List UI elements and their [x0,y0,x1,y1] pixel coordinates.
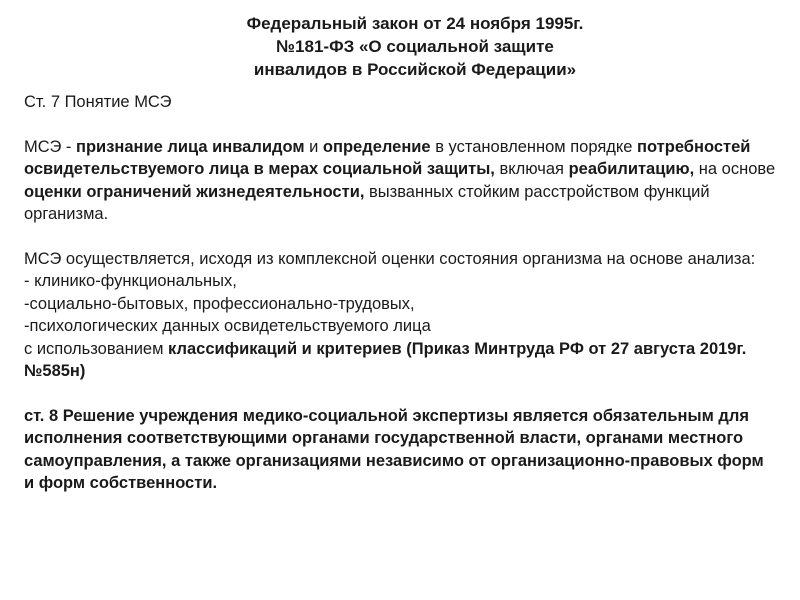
document-title [24,12,776,81]
based-on-phrase: на основе [694,160,776,178]
document-body [24,91,776,495]
spacer [24,226,776,248]
list-item: -психологических данных освидетельствуемого лица [24,317,431,335]
title-line-1: Федеральный закон от 24 ноября 1995г. [246,14,584,33]
spacer [24,114,776,136]
in-order-phrase: в установленном порядке [430,137,638,156]
mse-implementation-paragraph [24,248,776,383]
list-item: -социально-бытовых, профессионально-трудовых, [24,294,415,313]
list-item: - клинико-функциональных, [24,272,237,290]
assessment-phrase: оценки ограничений жизнедеятельности, [24,182,365,201]
determination-word: определение [322,137,431,156]
rehabilitation-word: реабилитацию, [568,160,695,178]
recognition-phrase: признание лица инвалидом [76,137,305,156]
needs-phrase: потребностей освидетельствуемого лица в мерах социальной защиты, [24,137,751,178]
implementation-text: МСЭ осуществляется, исходя из комплексной оценки состояния организма на основе анализа: [24,249,756,268]
caused-phrase: вызванных стойким расстройством функций организма. [24,182,710,223]
title-line-3: инвалидов в Российской Федерации» [253,60,577,79]
classification-criteria-phrase: классификаций и критериев (Приказ Минтруда РФ от 27 августа 2019г. №585н) [24,339,747,380]
title-line-2: №181-ФЗ «О социальной защите [276,37,554,56]
and-word: и [304,137,323,156]
mse-term: МСЭ [24,137,62,156]
using-prefix: с использованием [24,339,169,358]
spacer [24,383,776,405]
article-7-heading: Ст. 7 Понятие МСЭ [24,93,172,111]
article-8-paragraph: ст. 8 Решение учреждения медико-социальной экспертизы является обязательным для исполнения соответствующими органами государственной власти, органами местного самоуправления, а также организациями независимо от организационно-правовых форм и форм собственности. [24,406,764,492]
definition-dash: - [61,137,77,156]
including-word: включая [494,160,569,178]
mse-definition-paragraph [24,136,776,226]
